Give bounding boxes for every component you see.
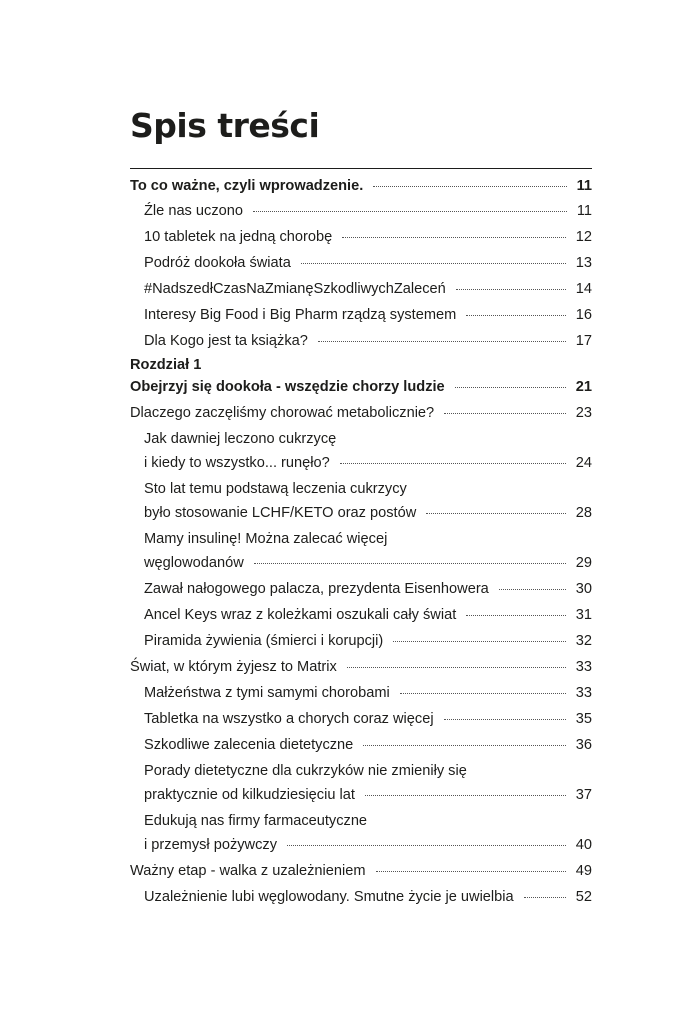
toc-page-number: 35 [575,711,592,727]
dot-leader [444,413,566,414]
toc-entry-title: Ważny etap - walka z uzależnieniem [130,863,366,879]
toc-entry-title: Uzależnienie lubi węglowodany. Smutne życie je uwielbia [144,889,514,905]
toc-entry-title: Piramida żywienia (śmierci i korupcji) [144,633,384,649]
toc-entry-title-line: Sto lat temu podstawą leczenia cukrzycy [144,481,407,497]
toc-entry[interactable] [130,628,592,654]
toc-page-number: 37 [575,787,592,803]
toc-entry[interactable] [130,654,592,680]
dot-leader [455,387,566,388]
toc-entry-title: Zawał nałogowego palacza, prezydenta Eisenhowera [144,581,489,597]
toc-page-number: 40 [575,837,592,853]
toc-entry[interactable] [130,302,592,328]
toc-entry[interactable] [130,426,592,476]
toc-page-number: 23 [575,405,592,421]
toc-entry-title: praktycznie od kilkudziesięciu lat [144,787,355,803]
toc-page-number: 11 [576,178,592,194]
toc-page-number: 13 [575,255,592,271]
table-of-contents [130,174,592,910]
toc-page-number: 12 [575,229,592,245]
dot-leader [318,341,566,342]
dot-leader [376,871,566,872]
toc-entry-title: 10 tabletek na jedną chorobę [144,229,333,245]
toc-entry[interactable] [130,476,592,526]
toc-page-number: 14 [575,281,592,297]
toc-page-number: 32 [575,633,592,649]
toc-entry[interactable] [130,808,592,858]
toc-entry[interactable] [130,758,592,808]
toc-page-number: 33 [575,685,592,701]
toc-entry[interactable] [130,224,592,250]
toc-entry-title-line: Jak dawniej leczono cukrzycę [144,431,337,447]
toc-entry-title-line: Mamy insulinę! Można zalecać więcej [144,531,388,547]
toc-page-number: 30 [575,581,592,597]
toc-entry-title: Świat, w którym żyjesz to Matrix [130,659,337,675]
toc-page-number: 28 [575,505,592,521]
toc-entry-title: Szkodliwe zalecenia dietetyczne [144,737,354,753]
toc-entry[interactable] [130,276,592,302]
toc-entry[interactable] [130,884,592,910]
toc-page-number: 33 [575,659,592,675]
dot-leader [342,237,566,238]
toc-entry[interactable] [130,858,592,884]
toc-page-number: 29 [575,555,592,571]
toc-entry-title: i kiedy to wszystko... runęło? [144,455,330,471]
toc-entry[interactable] [130,328,592,354]
toc-page-number: 31 [575,607,592,623]
toc-entry-title: Obejrzyj się dookoła - wszędzie chorzy ludzie [130,379,445,395]
toc-entry-title: Ancel Keys wraz z koleżkami oszukali cały świat [144,607,457,623]
dot-leader [347,667,566,668]
page-title: Spis treści [130,106,320,145]
dot-leader [373,186,566,187]
toc-page-number: 17 [575,333,592,349]
toc-entry[interactable] [130,174,592,198]
toc-page-number: 49 [575,863,592,879]
toc-entry[interactable] [130,732,592,758]
dot-leader [363,745,565,746]
toc-page-number: 24 [575,455,592,471]
dot-leader [524,897,566,898]
toc-entry-title: Dlaczego zaczęliśmy chorować metabolicznie? [130,405,435,421]
toc-page-number: 21 [575,379,592,395]
toc-entry-title: Podróż dookoła świata [144,255,291,271]
toc-entry[interactable] [130,250,592,276]
toc-entry-title: Dla Kogo jest ta książka? [144,333,308,349]
chapter-label: Rozdział 1 [130,357,202,373]
dot-leader [301,263,566,264]
toc-page-number: 36 [575,737,592,753]
toc-entry-title-line: Edukują nas firmy farmaceutyczne [144,813,368,829]
toc-page-number: 11 [576,203,592,219]
dot-leader [365,795,566,796]
toc-entry-title: i przemysł pożywczy [144,837,277,853]
toc-entry[interactable] [130,706,592,732]
toc-entry-title: Tabletka na wszystko a chorych coraz więcej [144,711,434,727]
dot-leader [426,513,566,514]
toc-entry-title: Źle nas uczono [144,203,243,219]
toc-entry[interactable] [130,526,592,576]
dot-leader [340,463,566,464]
toc-page-number: 52 [575,889,592,905]
toc-entry[interactable] [130,400,592,426]
dot-leader [456,289,566,290]
toc-entry[interactable] [130,576,592,602]
toc-top-rule [130,168,592,169]
toc-entry[interactable] [130,680,592,706]
dot-leader [466,615,566,616]
dot-leader [253,211,567,212]
toc-entry[interactable] [130,354,592,400]
dot-leader [393,641,566,642]
dot-leader [254,563,566,564]
dot-leader [499,589,566,590]
toc-entry-title: Interesy Big Food i Big Pharm rządzą systemem [144,307,457,323]
toc-entry-title: To co ważne, czyli wprowadzenie. [130,178,364,194]
dot-leader [466,315,566,316]
toc-entry-title: #NadszedłCzasNaZmianęSzkodliwychZaleceń [144,281,446,297]
toc-entry-title-line: Porady dietetyczne dla cukrzyków nie zmieniły się [144,763,467,779]
toc-entry[interactable] [130,198,592,224]
dot-leader [287,845,566,846]
toc-entry[interactable] [130,602,592,628]
toc-entry-title: było stosowanie LCHF/KETO oraz postów [144,505,417,521]
dot-leader [400,693,566,694]
toc-page-number: 16 [575,307,592,323]
toc-entry-title: Małżeństwa z tymi samymi chorobami [144,685,390,701]
dot-leader [444,719,566,720]
toc-entry-title: węglowodanów [144,555,244,571]
